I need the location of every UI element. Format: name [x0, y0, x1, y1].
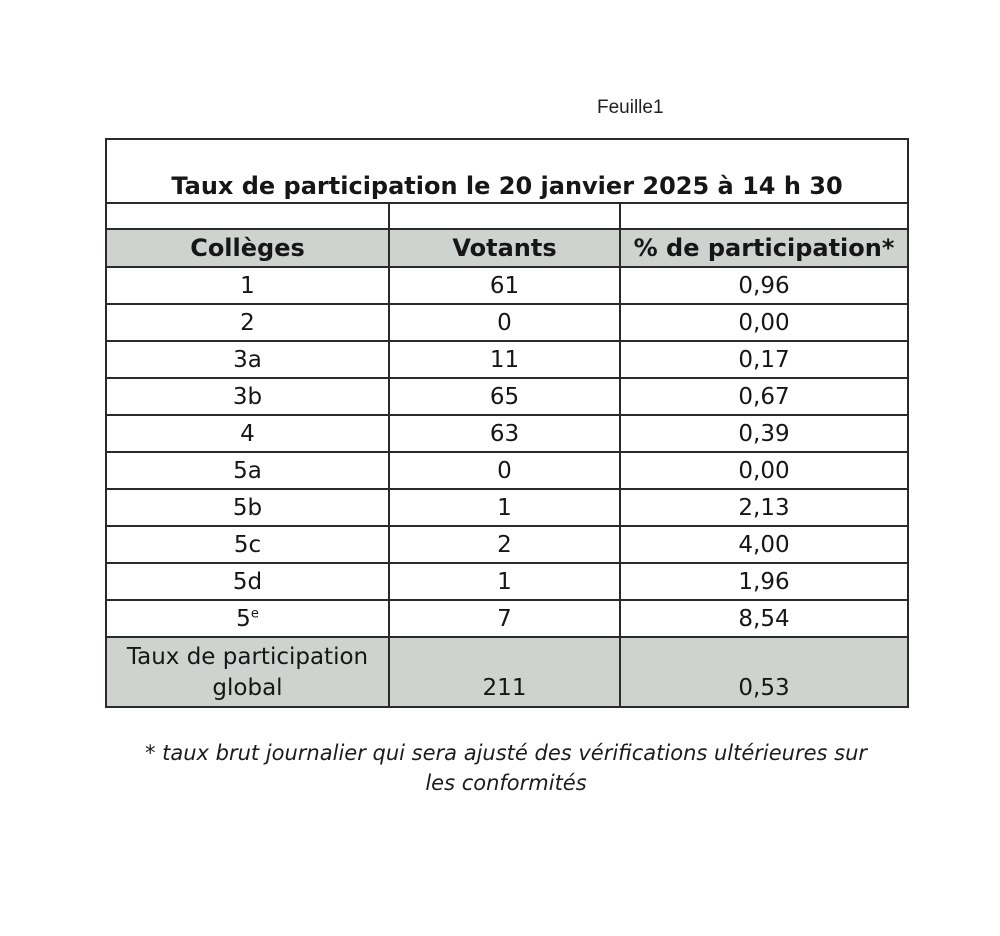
college-cell: [106, 378, 389, 415]
total-votants-cell: 211: [389, 637, 620, 707]
spacer-row: [106, 203, 908, 229]
college-cell: [106, 267, 389, 304]
participation-cell: 4,00: [620, 526, 908, 563]
participation-table: [105, 138, 909, 708]
votants-cell: 7: [389, 600, 620, 637]
votants-cell: 11: [389, 341, 620, 378]
table-row: [106, 563, 908, 600]
spacer-cell: [106, 203, 389, 229]
votants-cell: 61: [389, 267, 620, 304]
table-row: [106, 489, 908, 526]
college-superscript: e: [250, 605, 259, 621]
college-cell: [106, 304, 389, 341]
college-cell: [106, 526, 389, 563]
participation-cell: 0,39: [620, 415, 908, 452]
total-label-line-2: global: [212, 675, 283, 701]
table-title-row: [106, 139, 908, 203]
table-row: [106, 452, 908, 489]
header-votants: Votants: [389, 229, 620, 267]
college-label: 2: [240, 309, 255, 336]
header-row: [106, 229, 908, 267]
votants-cell: 0: [389, 304, 620, 341]
college-cell: [106, 415, 389, 452]
footnote-line-2: les conformités: [425, 771, 587, 795]
college-label: 5b: [232, 494, 263, 521]
college-label: 5d: [232, 568, 263, 595]
table-row: [106, 267, 908, 304]
table-row: [106, 341, 908, 378]
votants-cell: 0: [389, 452, 620, 489]
votants-cell: 65: [389, 378, 620, 415]
college-cell: [106, 600, 389, 637]
college-label: 3b: [232, 383, 263, 410]
footnote: [105, 738, 907, 798]
college-label: 3a: [233, 346, 262, 373]
table-row: [106, 415, 908, 452]
votants-cell: 1: [389, 489, 620, 526]
participation-table-container: [105, 138, 907, 708]
total-label-cell: [106, 637, 389, 707]
table-row: [106, 600, 908, 637]
participation-cell: 0,00: [620, 452, 908, 489]
participation-cell: 2,13: [620, 489, 908, 526]
college-label: 5: [236, 605, 251, 632]
table-title: Taux de participation le 20 janvier 2025 à 14 h 30: [106, 139, 908, 203]
college-label: 5c: [233, 531, 262, 558]
footnote-line-1: * taux brut journalier qui sera ajusté des vérifications ultérieures sur: [144, 741, 868, 765]
sheet-name: Feuille1: [597, 97, 664, 118]
header-colleges: Collèges: [106, 229, 389, 267]
table-row: [106, 526, 908, 563]
table-row: [106, 304, 908, 341]
participation-cell: 0,67: [620, 378, 908, 415]
college-cell: [106, 452, 389, 489]
spacer-cell: [389, 203, 620, 229]
participation-cell: 0,00: [620, 304, 908, 341]
college-label: 1: [240, 272, 255, 299]
college-label: 5a: [233, 457, 262, 484]
spacer-cell: [620, 203, 908, 229]
participation-cell: 0,96: [620, 267, 908, 304]
college-cell: [106, 341, 389, 378]
participation-cell: 1,96: [620, 563, 908, 600]
header-participation: % de participation*: [620, 229, 908, 267]
total-row: [106, 637, 908, 707]
college-label: 4: [240, 420, 255, 447]
college-cell: [106, 489, 389, 526]
votants-cell: 1: [389, 563, 620, 600]
votants-cell: 2: [389, 526, 620, 563]
table-row: [106, 378, 908, 415]
total-label-line-1: Taux de participation: [126, 644, 369, 670]
votants-cell: 63: [389, 415, 620, 452]
participation-cell: 8,54: [620, 600, 908, 637]
total-participation-cell: 0,53: [620, 637, 908, 707]
participation-cell: 0,17: [620, 341, 908, 378]
college-cell: [106, 563, 389, 600]
